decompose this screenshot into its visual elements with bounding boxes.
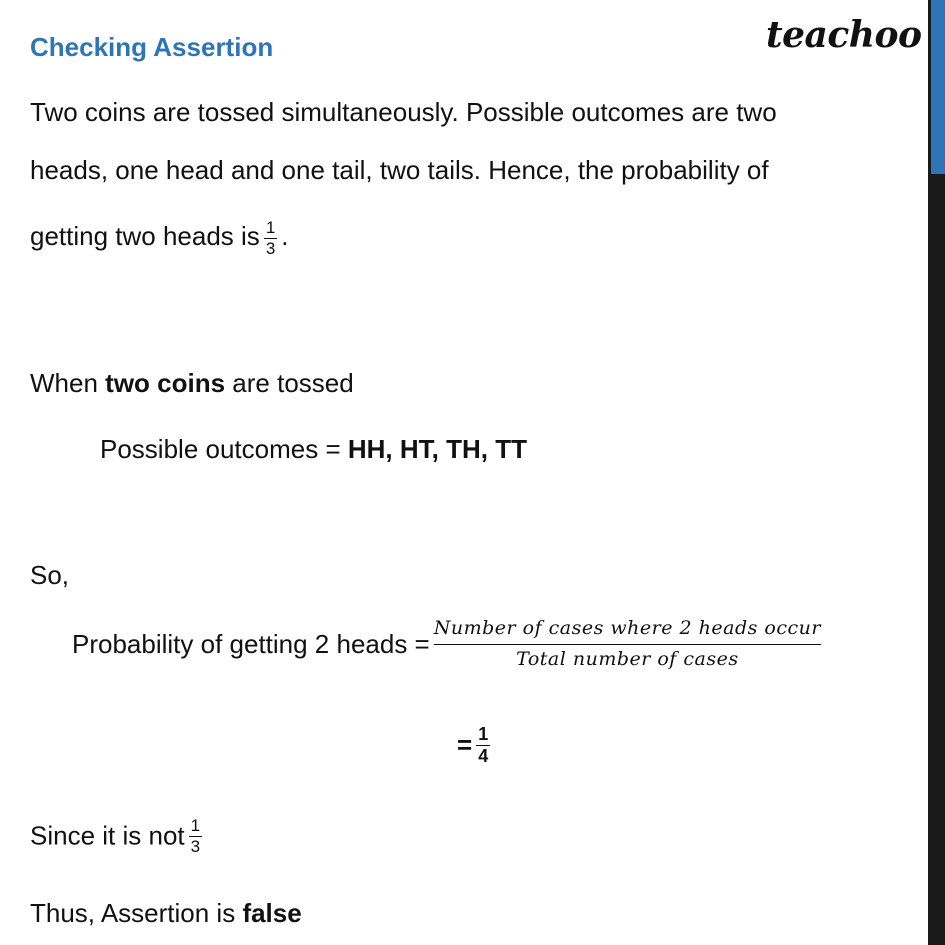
fraction-denominator: 3	[265, 238, 276, 258]
probability-label: Probability of getting 2 heads =	[72, 628, 430, 659]
since-numerator: 1	[190, 816, 201, 835]
since-denominator: 3	[190, 836, 201, 856]
assertion-period: .	[281, 220, 289, 251]
probability-line	[72, 618, 825, 671]
result-equals: =	[457, 729, 473, 760]
conclusion-prefix: Thus, Assertion is	[30, 898, 236, 928]
since-fraction	[189, 816, 202, 856]
since-text: Since it is not	[30, 820, 185, 851]
when-prefix: When	[30, 368, 98, 398]
since-line	[30, 816, 206, 856]
result-numerator: 1	[478, 724, 489, 744]
assertion-line-3	[30, 218, 289, 258]
result-fraction	[476, 724, 490, 766]
conclusion-bold: false	[242, 898, 302, 928]
probability-denominator: Total number of cases	[516, 647, 739, 670]
when-bold: two coins	[105, 368, 226, 398]
outcomes-label: Possible outcomes =	[100, 434, 341, 464]
when-line	[30, 368, 354, 399]
fraction-one-third	[264, 218, 277, 258]
teachoo-logo: teachoo	[766, 14, 922, 56]
so-line: So,	[30, 560, 70, 590]
probability-numerator: Number of cases where 2 heads occur	[434, 618, 821, 645]
result-denominator: 4	[478, 745, 489, 766]
conclusion-line	[30, 898, 302, 929]
section-heading: Checking Assertion	[30, 32, 274, 62]
fraction-numerator: 1	[265, 218, 276, 237]
scrollbar-thumb[interactable]	[931, 0, 945, 174]
outcomes-value: HH, HT, TH, TT	[347, 434, 527, 464]
outcomes-line	[100, 434, 527, 465]
assertion-line-1: Two coins are tossed simultaneously. Possible outcomes are two	[30, 97, 777, 127]
result-line	[457, 724, 494, 766]
assertion-line-3-text: getting two heads is	[30, 220, 260, 251]
assertion-line-2: heads, one head and one tail, two tails. Hence, the probability of	[30, 155, 769, 185]
probability-fraction	[434, 618, 821, 671]
when-suffix: are tossed	[232, 368, 354, 398]
